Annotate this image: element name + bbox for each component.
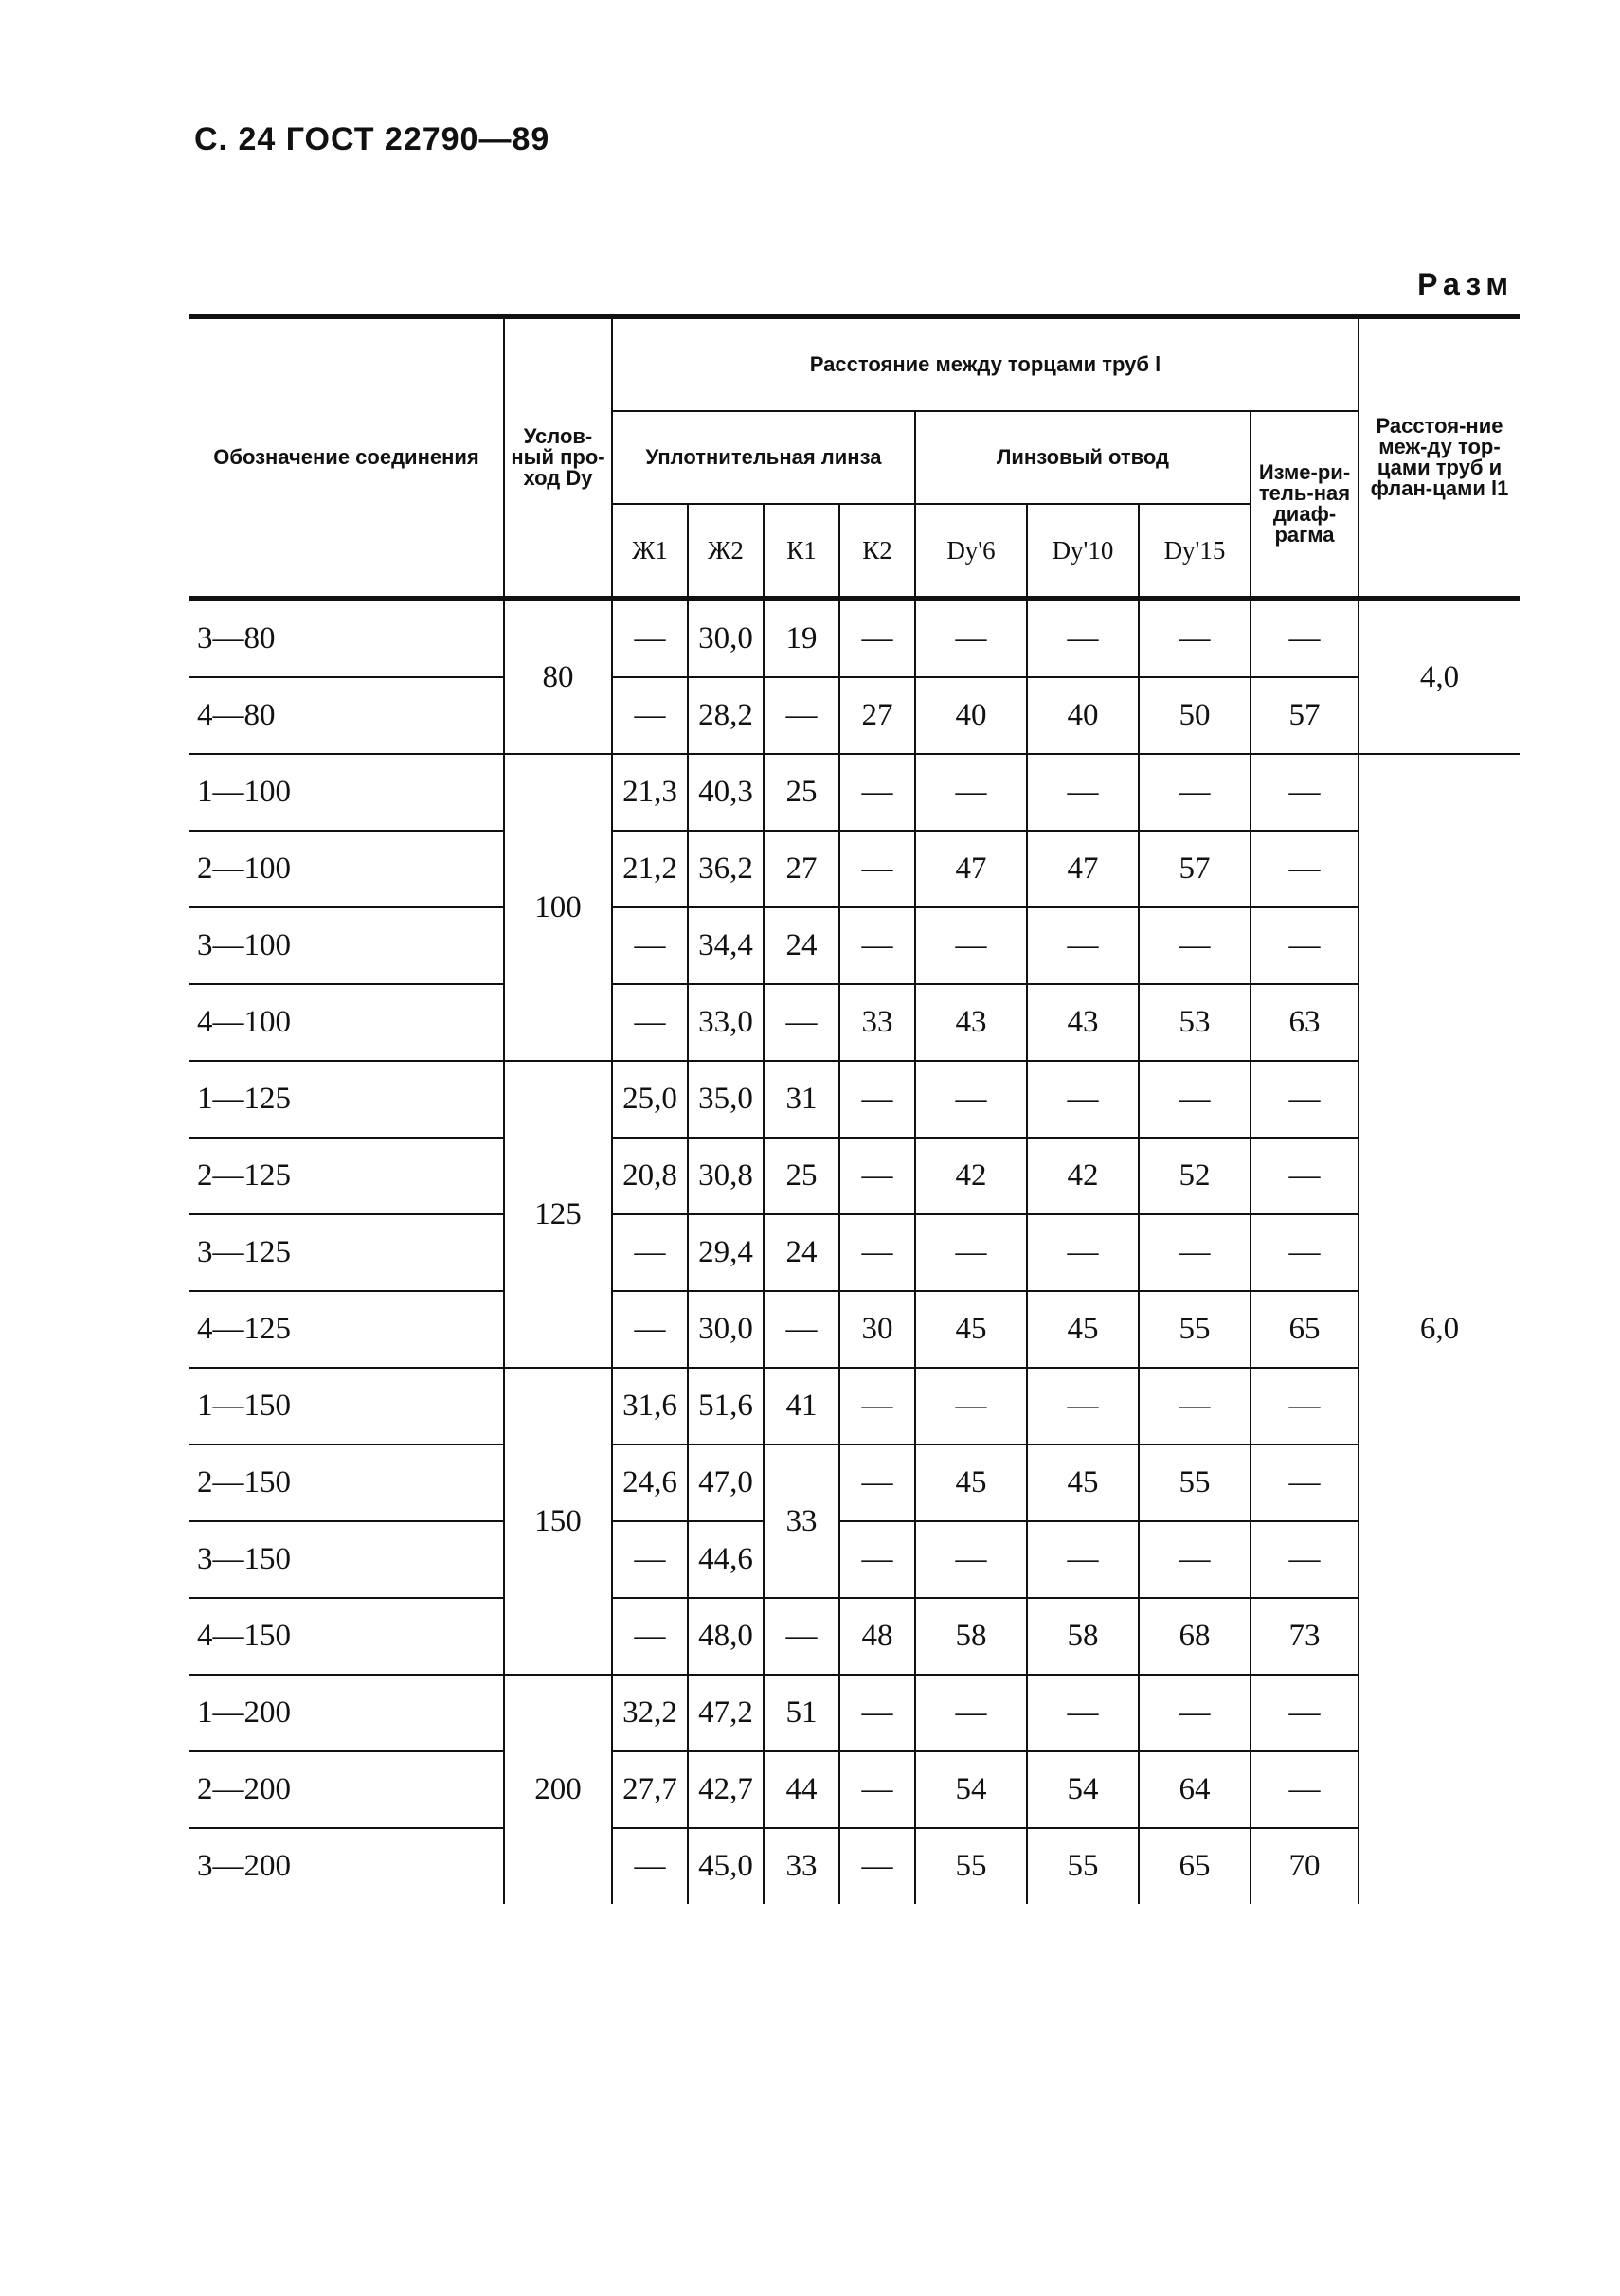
bore-cell: 150 [504,1368,612,1675]
dy10-cell: — [1027,1214,1139,1291]
designation-cell: 2—100 [189,831,504,907]
zh1-cell: — [612,1521,688,1598]
table-row [189,677,1520,754]
dy6-cell: 47 [915,831,1027,907]
zh2-cell: 40,3 [688,754,764,831]
zh1-cell: 20,8 [612,1138,688,1214]
dimensions-table [189,314,1520,1904]
dy6-cell: — [915,754,1027,831]
k1-cell: 27 [764,831,839,907]
zh1-cell: 25,0 [612,1061,688,1138]
table-row [189,831,1520,907]
designation-cell: 1—200 [189,1675,504,1751]
dy10-cell: 55 [1027,1828,1139,1904]
k1-cell: 25 [764,1138,839,1214]
diaphragm-cell: — [1251,1368,1359,1444]
dy15-cell: — [1139,1521,1251,1598]
header-flange-distance: Расстоя-ние меж-ду тор-цами труб и флан-цами l1 [1359,317,1520,600]
dy15-cell: 57 [1139,831,1251,907]
designation-cell: 4—80 [189,677,504,754]
dy15-cell: 52 [1139,1138,1251,1214]
dy10-cell: 42 [1027,1138,1139,1214]
dy6-cell: — [915,599,1027,677]
k2-cell: — [839,1138,915,1214]
dy6-cell: 42 [915,1138,1027,1214]
dy10-cell: — [1027,1368,1139,1444]
dy10-cell: 45 [1027,1291,1139,1368]
designation-cell: 3—100 [189,907,504,984]
zh1-cell: — [612,1214,688,1291]
k1-cell: 44 [764,1751,839,1828]
diaphragm-cell: — [1251,1138,1359,1214]
dy10-cell: 43 [1027,984,1139,1061]
zh1-cell: — [612,599,688,677]
diaphragm-cell: — [1251,754,1359,831]
dy6-cell: 43 [915,984,1027,1061]
table-row [189,984,1520,1061]
table-row [189,754,1520,831]
table-row [189,1368,1520,1444]
dy10-cell: — [1027,907,1139,984]
dy10-cell: — [1027,599,1139,677]
table-row [189,1751,1520,1828]
bore-cell: 100 [504,754,612,1061]
zh1-cell: — [612,907,688,984]
table-row [189,1061,1520,1138]
designation-cell: 2—125 [189,1138,504,1214]
dy6-cell: — [915,1368,1027,1444]
k1-cell: 31 [764,1061,839,1138]
diaphragm-cell: — [1251,1521,1359,1598]
zh2-cell: 47,2 [688,1675,764,1751]
header-elbow-group: Линзовый отвод [915,411,1251,504]
diaphragm-cell: — [1251,1061,1359,1138]
dy15-cell: 65 [1139,1828,1251,1904]
dy6-cell: — [915,1675,1027,1751]
zh2-cell: 44,6 [688,1521,764,1598]
header-nominal-bore: Услов-ный про-ход Dу [504,317,612,600]
dy15-cell: — [1139,1675,1251,1751]
diaphragm-cell: — [1251,1444,1359,1521]
header-k2: К2 [839,504,915,599]
table-row [189,1444,1520,1521]
k1-cell: — [764,984,839,1061]
k2-cell: — [839,831,915,907]
zh2-cell: 51,6 [688,1368,764,1444]
diaphragm-cell: — [1251,831,1359,907]
dy15-cell: — [1139,1061,1251,1138]
bore-cell: 80 [504,599,612,754]
designation-cell: 4—100 [189,984,504,1061]
dy6-cell: 45 [915,1291,1027,1368]
zh2-cell: 35,0 [688,1061,764,1138]
table-row [189,1138,1520,1214]
dy15-cell: 50 [1139,677,1251,754]
k2-cell: 30 [839,1291,915,1368]
table-row [189,1214,1520,1291]
k1-cell: 41 [764,1368,839,1444]
zh1-cell: 31,6 [612,1368,688,1444]
zh1-cell: 32,2 [612,1675,688,1751]
dy10-cell: 40 [1027,677,1139,754]
zh2-cell: 30,0 [688,1291,764,1368]
dy10-cell: — [1027,1521,1139,1598]
zh2-cell: 30,8 [688,1138,764,1214]
k2-cell: 27 [839,677,915,754]
dy15-cell: — [1139,599,1251,677]
zh2-cell: 34,4 [688,907,764,984]
designation-cell: 1—125 [189,1061,504,1138]
dy15-cell: 55 [1139,1291,1251,1368]
k2-cell: — [839,1675,915,1751]
section-label: Разм [1417,267,1514,301]
k2-cell: — [839,1751,915,1828]
k2-cell: — [839,599,915,677]
designation-cell: 3—80 [189,599,504,677]
dy15-cell: — [1139,907,1251,984]
designation-cell: 2—200 [189,1751,504,1828]
zh1-cell: 27,7 [612,1751,688,1828]
k1-cell: 19 [764,599,839,677]
k1-cell: — [764,1598,839,1675]
diaphragm-cell: — [1251,599,1359,677]
header-dy15: Dу'15 [1139,504,1251,599]
k2-cell: 48 [839,1598,915,1675]
k1-cell: 33 [764,1828,839,1904]
designation-cell: 4—125 [189,1291,504,1368]
dy6-cell: — [915,1214,1027,1291]
k2-cell: — [839,1444,915,1521]
dy6-cell: — [915,907,1027,984]
zh2-cell: 45,0 [688,1828,764,1904]
header-distance-group: Расстояние между торцами труб l [612,317,1359,412]
k2-cell: — [839,1368,915,1444]
designation-cell: 3—200 [197,1849,291,1883]
l1-cell: 6,0 [1359,754,1520,1904]
dy15-cell: — [1139,1214,1251,1291]
zh2-cell: 30,0 [688,599,764,677]
dy10-cell: 47 [1027,831,1139,907]
k1-cell: 51 [764,1675,839,1751]
zh2-cell: 47,0 [688,1444,764,1521]
zh2-cell: 36,2 [688,831,764,907]
zh1-cell: — [612,1598,688,1675]
dy15-cell: 55 [1139,1444,1251,1521]
dy15-cell: — [1139,1368,1251,1444]
table-body [189,599,1520,1904]
k2-cell: 33 [839,984,915,1061]
dy6-cell: 55 [915,1828,1027,1904]
diaphragm-cell: 65 [1251,1291,1359,1368]
dy10-cell: — [1027,1061,1139,1138]
k2-cell: — [839,754,915,831]
page-header: С. 24 ГОСТ 22790—89 [194,121,550,157]
zh2-cell: 42,7 [688,1751,764,1828]
dy6-cell: 58 [915,1598,1027,1675]
k2-cell: — [839,1061,915,1138]
zh2-cell: 28,2 [688,677,764,754]
dy10-cell: 54 [1027,1751,1139,1828]
header-dy10: Dу'10 [1027,504,1139,599]
dy10-cell: 58 [1027,1598,1139,1675]
diaphragm-cell: 57 [1251,677,1359,754]
zh2-cell: 33,0 [688,984,764,1061]
dy15-cell: 53 [1139,984,1251,1061]
table-row [189,1675,1520,1751]
header-designation: Обозначение соединения [213,445,479,469]
k1-cell: — [764,1291,839,1368]
header-zh1: Ж1 [612,504,688,599]
dy15-cell: — [1139,754,1251,831]
table-row [189,1828,1520,1904]
designation-cell: 1—100 [189,754,504,831]
bore-cell: 200 [504,1675,612,1904]
zh1-cell: 24,6 [612,1444,688,1521]
dy10-cell: — [1027,1675,1139,1751]
table-row [189,1291,1520,1368]
dy15-cell: 68 [1139,1598,1251,1675]
zh2-cell: 48,0 [688,1598,764,1675]
table-header [189,317,1520,600]
designation-cell: 4—150 [189,1598,504,1675]
dy6-cell: 54 [915,1751,1027,1828]
k1-cell: — [764,677,839,754]
k2-cell: — [839,907,915,984]
dy6-cell: 45 [915,1444,1027,1521]
dy15-cell: 64 [1139,1751,1251,1828]
zh1-cell: — [612,984,688,1061]
dy10-cell: — [1027,754,1139,831]
dy6-cell: 40 [915,677,1027,754]
diaphragm-cell: 73 [1251,1598,1359,1675]
zh2-cell: 29,4 [688,1214,764,1291]
diaphragm-cell: — [1251,907,1359,984]
k1-cell: 24 [764,1214,839,1291]
header-k1: К1 [764,504,839,599]
dy6-cell: — [915,1521,1027,1598]
dy10-cell: 45 [1027,1444,1139,1521]
table-row [189,907,1520,984]
zh1-cell: — [612,1828,688,1904]
k1-cell: 33 [764,1444,839,1598]
diaphragm-cell: — [1251,1675,1359,1751]
designation-cell: 3—125 [189,1214,504,1291]
header-lens-group: Уплотнительная линза [612,411,915,504]
k1-cell: 24 [764,907,839,984]
header-dy6: Dу'6 [915,504,1027,599]
table-row [189,1521,1520,1598]
k2-cell: — [839,1521,915,1598]
k2-cell: — [839,1214,915,1291]
l1-cell: 4,0 [1359,599,1520,754]
diaphragm-cell: 70 [1251,1828,1359,1904]
table-row [189,599,1520,677]
designation-cell: 1—150 [189,1368,504,1444]
designation-cell: 3—150 [189,1521,504,1598]
designation-cell: 2—150 [189,1444,504,1521]
zh1-cell: — [612,677,688,754]
diaphragm-cell: — [1251,1214,1359,1291]
k1-cell: 25 [764,754,839,831]
header-diaphragm: Изме-ри-тель-ная диаф-рагма [1251,411,1359,599]
bore-cell: 125 [504,1061,612,1368]
zh1-cell: 21,3 [612,754,688,831]
header-zh2: Ж2 [688,504,764,599]
dy6-cell: — [915,1061,1027,1138]
diaphragm-cell: — [1251,1751,1359,1828]
zh1-cell: 21,2 [612,831,688,907]
k2-cell: — [839,1828,915,1904]
diaphragm-cell: 63 [1251,984,1359,1061]
table-row [189,1598,1520,1675]
zh1-cell: — [612,1291,688,1368]
